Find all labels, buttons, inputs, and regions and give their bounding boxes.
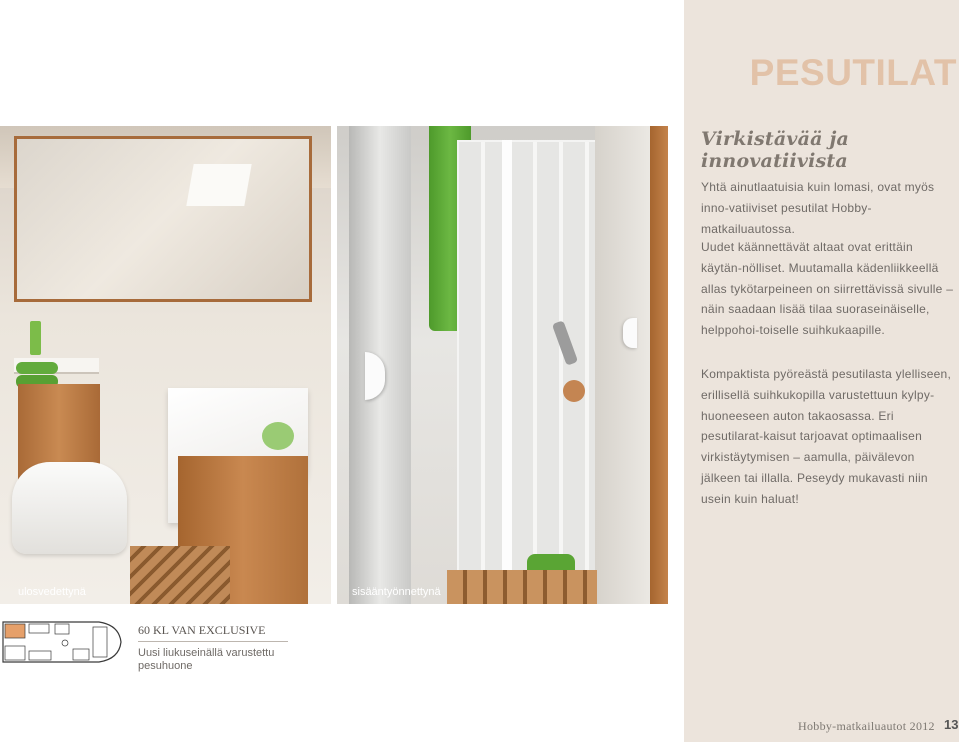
page-title: PESUTILAT (749, 52, 957, 93)
footer-publication: Hobby-matkailuautot 2012 (798, 719, 935, 733)
wood-trim (650, 126, 668, 604)
door-handle-right (623, 318, 637, 348)
model-description: Uusi liukuseinällä varustettu pesuhuone (138, 647, 275, 672)
photo-caption-left: ulosvedettynä (18, 586, 86, 598)
paragraph-3: Kompaktista pyöreästä pesutilasta ylelliseen, erillisellä suihkukopilla varustettuun kylpy-huoneeseen auton takaosassa. Eri pesutilarat-kaisut tarjoavat optimaalisen virkistäytymisen – aamulla, päivälevon jälkeen tai illalla. Peseydy mukavasti niin usein kuin haluat! (701, 367, 952, 506)
toilet (12, 462, 127, 554)
shower-head (563, 380, 585, 402)
mirror-cabinet (14, 136, 312, 302)
washroom-photo-retracted (337, 126, 668, 604)
washroom-photo-extended (0, 126, 331, 604)
paragraph-2: Uudet käännettävät altaat ovat erittäin käytän-nölliset. Muutamalla kädenliikkeellä allas tykötarpeineen on siirrettävissä sivulle – näin saadaan lisää tilaa suoraseinäiselle, helppohoi-toiselle suihkukaapille. (701, 240, 954, 338)
divider (138, 641, 288, 642)
door-panel-right (595, 126, 650, 604)
shower-cabin (457, 140, 599, 574)
green-towel-1 (16, 362, 58, 374)
model-name: 60 KL VAN EXCLUSIVE (138, 623, 266, 637)
ceiling-light (186, 164, 251, 206)
shower-frame (502, 140, 512, 570)
soap-dish (262, 422, 294, 450)
paragraph-1: Yhtä ainutlaatuisia kuin lomasi, ovat myös inno-vatiiviset pesutilat Hobby-matkailuautossa. (701, 180, 935, 236)
section-subtitle: Virkistävää ja innovatiivista (701, 128, 850, 172)
floor-grate (447, 570, 597, 604)
photo-caption-right: sisääntyönnettynä (352, 586, 441, 598)
floor-plan-diagram (1, 619, 123, 665)
page-number: 13 (944, 717, 959, 732)
green-bottle (30, 321, 41, 355)
floor-grate (130, 546, 230, 604)
